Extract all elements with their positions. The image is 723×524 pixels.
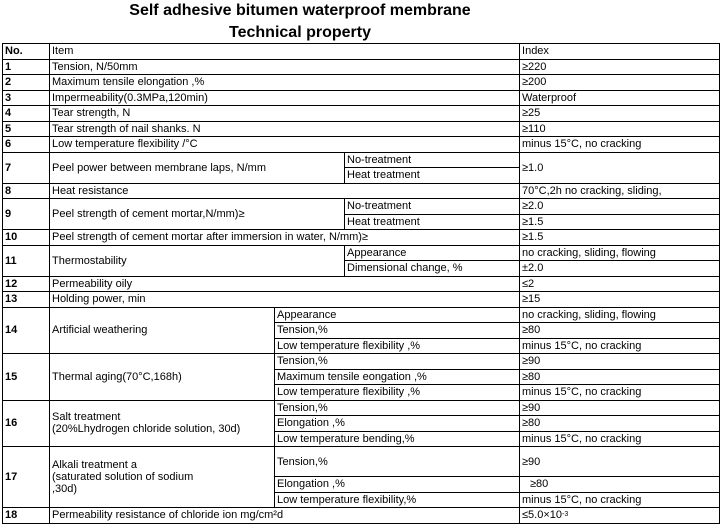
index-value: ≤5.0×10 [522, 509, 563, 522]
row-subitem: Tension,% [275, 323, 520, 339]
row-index: minus 15°C, no cracking [520, 492, 720, 508]
row-index: ≥80 [520, 369, 720, 385]
row-number: 8 [3, 183, 50, 199]
row-item: Impermeability(0.3MPa,120min) [50, 90, 520, 106]
row-index: ≥80 [520, 477, 720, 493]
table-row [3, 137, 720, 153]
table-row [3, 276, 720, 292]
row-index: minus 15°C, no cracking [520, 431, 720, 447]
row-item: Peel strength of cement mortar,N/mm)≥ [50, 199, 345, 230]
row-item-line: (20%Lhydrogen chloride solution, 30d) [52, 423, 241, 436]
row-item: Heat resistance [50, 183, 520, 199]
row-number: 15 [3, 354, 50, 401]
table-row [3, 354, 720, 370]
header-no: No. [3, 44, 50, 60]
row-item: Tear strength, N [50, 106, 520, 122]
row-number: 4 [3, 106, 50, 122]
row-subitem: Low temperature flexibility,% [275, 492, 520, 508]
row-index: minus 15°C, no cracking [520, 338, 720, 354]
table-row [3, 508, 720, 524]
row-item: Maximum tensile elongation ,% [50, 75, 520, 91]
row-index: ≥1.5 [520, 230, 720, 246]
table-row [3, 59, 720, 75]
row-number: 16 [3, 400, 50, 447]
row-item: Tension, N/50mm [50, 59, 520, 75]
row-index: ≥1.0 [520, 152, 720, 183]
row-subitem: Tension,% [275, 447, 520, 477]
table-row [3, 183, 720, 199]
row-number: 12 [3, 276, 50, 292]
table-row [3, 245, 720, 261]
row-item [50, 400, 275, 447]
row-index: ≤2 [520, 276, 720, 292]
document-title: Self adhesive bitumen waterproof membrane [129, 2, 471, 19]
row-item: Thermal aging(70°C,168h) [50, 354, 275, 401]
row-subitem: Dimensional change, % [345, 261, 520, 277]
row-number: 10 [3, 230, 50, 246]
row-number: 7 [3, 152, 50, 183]
row-subitem: Low temperature flexibility ,% [275, 338, 520, 354]
row-item [50, 447, 275, 508]
table-row [3, 230, 720, 246]
row-subitem: Heat treatment [345, 214, 520, 230]
row-subitem: No-treatment [345, 199, 520, 215]
table-row [3, 400, 720, 416]
row-number: 9 [3, 199, 50, 230]
table-row [3, 292, 720, 308]
row-item: Low temperature flexibility /°C [50, 137, 520, 153]
index-exponent: -3 [562, 511, 569, 519]
table-row [3, 90, 720, 106]
row-item-line: Salt treatment [52, 411, 121, 424]
technical-property-table [2, 43, 720, 524]
row-index: ±2.0 [520, 261, 720, 277]
row-index: ≥200 [520, 75, 720, 91]
row-item-line: ,30d) [52, 483, 78, 495]
row-item-line: (saturated solution of sodium [52, 471, 194, 483]
row-subitem: Elongation ,% [275, 477, 520, 493]
row-subitem: Heat treatment [345, 168, 520, 184]
row-number: 5 [3, 121, 50, 137]
row-item: Thermostability [50, 245, 345, 276]
row-index: ≥15 [520, 292, 720, 308]
row-subitem: Maximum tensile eongation ,% [275, 369, 520, 385]
row-item: Permeability oily [50, 276, 520, 292]
row-index: ≥220 [520, 59, 720, 75]
table-row [3, 106, 720, 122]
row-index: ≥25 [520, 106, 720, 122]
row-index: ≥90 [520, 400, 720, 416]
document-subtitle: Technical property [229, 24, 371, 41]
row-number: 1 [3, 59, 50, 75]
row-index: no cracking, sliding, flowing [520, 307, 720, 323]
row-number: 18 [3, 508, 50, 524]
row-number: 2 [3, 75, 50, 91]
header-item: Item [50, 44, 520, 60]
row-subitem: Elongation ,% [275, 416, 520, 432]
row-item: Peel strength of cement mortar after immersion in water, N/mm)≥ [50, 230, 520, 246]
row-index: 70°C,2h no cracking, sliding, [520, 183, 720, 199]
table-row [3, 75, 720, 91]
row-subitem: No-treatment [345, 152, 520, 168]
row-index: minus 15°C, no cracking [520, 385, 720, 401]
row-item: Permeability resistance of chloride ion mg/cm²d [50, 508, 520, 524]
table-row [3, 121, 720, 137]
row-index: Waterproof [520, 90, 720, 106]
row-index: ≥80 [520, 323, 720, 339]
row-item: Peel power between membrane laps, N/mm [50, 152, 345, 183]
row-subitem: Low temperature bending,% [275, 431, 520, 447]
table-row [3, 199, 720, 215]
row-index: ≥90 [520, 354, 720, 370]
row-index: no cracking, sliding, flowing [520, 245, 720, 261]
row-number: 3 [3, 90, 50, 106]
row-index: ≥2.0 [520, 199, 720, 215]
row-index: ≥80 [520, 416, 720, 432]
row-subitem: Low temperature flexibility ,% [275, 385, 520, 401]
row-item: Artificial weathering [50, 307, 275, 354]
table-header-row [3, 44, 720, 60]
row-subitem: Tension,% [275, 354, 520, 370]
row-index: ≥1.5 [520, 214, 720, 230]
row-index: minus 15°C, no cracking [520, 137, 720, 153]
header-index: Index [520, 44, 720, 60]
row-number: 13 [3, 292, 50, 308]
row-number: 17 [3, 447, 50, 508]
row-subitem: Appearance [275, 307, 520, 323]
table-row [3, 307, 720, 323]
row-index [520, 508, 720, 524]
row-subitem: Appearance [345, 245, 520, 261]
table-row [3, 152, 720, 168]
row-item: Tear strength of nail shanks. N [50, 121, 520, 137]
table-row [3, 447, 720, 477]
row-number: 14 [3, 307, 50, 354]
row-index: ≥110 [520, 121, 720, 137]
row-number: 11 [3, 245, 50, 276]
row-index: ≥90 [520, 447, 720, 477]
row-item: Holding power, min [50, 292, 520, 308]
row-number: 6 [3, 137, 50, 153]
row-item-line: Alkali treatment a [52, 459, 137, 471]
row-subitem: Tension,% [275, 400, 520, 416]
